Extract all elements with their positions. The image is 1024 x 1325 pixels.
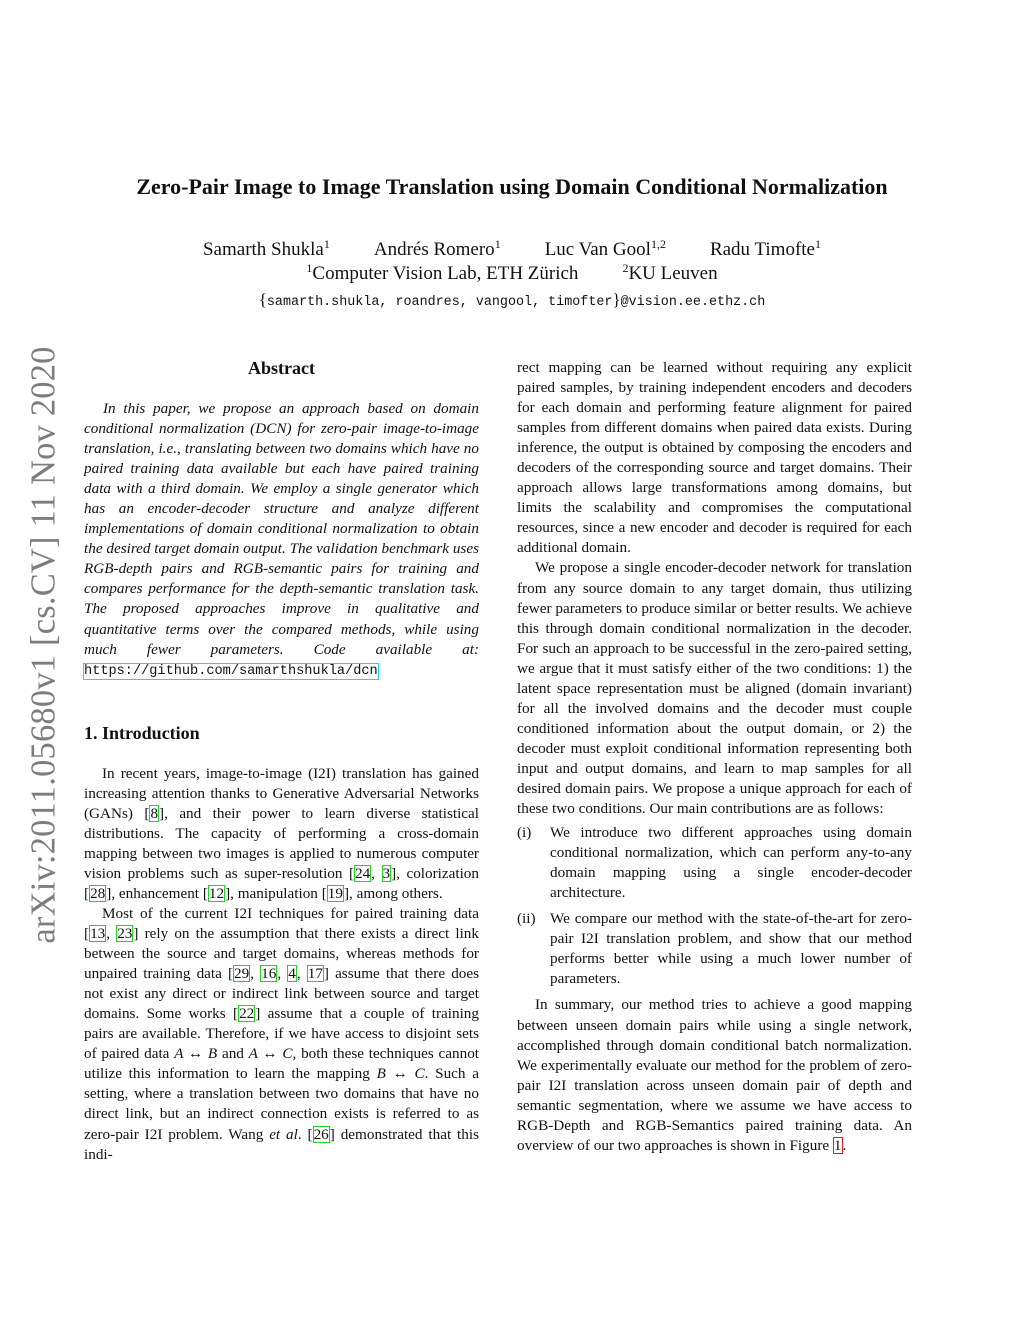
right-column	[517, 358, 912, 1156]
citation-link[interactable]: 24	[355, 864, 371, 882]
math-expression: B ↔ C	[376, 1065, 425, 1083]
citation-link[interactable]: 3	[382, 864, 391, 882]
author-emails: {samarth.shukla, roandres, vangool, timofter}@vision.ee.ethz.ch	[258, 290, 766, 310]
author-block	[0, 238, 1024, 315]
citation-link[interactable]: 26	[313, 1125, 329, 1143]
citation-link[interactable]: 16	[261, 965, 277, 983]
contribution-text: We compare our method with the state-of-the-art for zero-pair I2I translation problem, and show that our method performs better while using a much lower number of parameters.	[550, 910, 912, 988]
arxiv-stamp	[16, 345, 72, 945]
author-name: Luc Van Gool$^{1,2}$	[544, 237, 666, 260]
intro-paragraph-5: In summary, our method tries to achieve a good mapping between unseen domain pairs while using a single network, accomplished through domain conditional batch normalization. We experimentally evaluate our method for the problem of zero-pair I2I translation across unseen domain pair of depth and semantic segmentation, where we assume we have access to RGB-Depth and RGB-Semantics paired training data. An overview of our two approaches is shown in Figure 1.	[517, 996, 912, 1154]
math-expression: A ↔ B	[174, 1045, 218, 1063]
contribution-text: We introduce two different approaches using domain conditional normalization, which can perform any-to-any domain mapping using a single encoder-decoder architecture.	[550, 824, 912, 902]
citation-link[interactable]: 28	[90, 884, 106, 902]
abstract-paragraph: In this paper, we propose an approach based on domain conditional normalization (DCN) for zero-pair image-to-image translation, i.e., translating between two domains which have no paired training data available but each have paired training data with a third domain. We employ a single generator which has an encoder-decoder structure and analyze different implementations of domain conditional normalization to obtain the desired target domain output. The validation benchmark uses RGB-depth pairs and RGB-semantic pairs for training and compares performance for the depth-semantic translation task. The proposed approaches improve in qualitative and quantitative terms over the compared methods, while using much fewer parameters. Code available at: https://github.com/samarthshukla/dcn	[84, 400, 479, 679]
left-column	[84, 358, 479, 1165]
affiliation: $^1$Computer Vision Lab, ETH Zürich	[306, 261, 579, 284]
citation-link[interactable]: 19	[327, 884, 343, 902]
author-name: Radu Timofte$^1$	[709, 237, 821, 260]
author-name: Samarth Shukla$^1$	[202, 237, 330, 260]
intro-paragraph-3: rect mapping can be learned without requiring any explicit paired samples, by training independent encoders and decoders for each domain and performing feature alignment for paired samples from different domains when paired data exists. During inference, the output is obtained by composing the encoders and decoders of the corresponding source and target domains. Their approach allows large transformations among domains, but limits the scalability and compromises the computational resources, since a new encoder and decoder is required for each additional domain.	[517, 359, 912, 557]
intro-paragraph-1: In recent years, image-to-image (I2I) translation has gained increasing attention thanks to Generative Adversarial Networks (GANs) [8], and their power to learn diverse statistical distributions. The capacity of performing a cross-domain mapping between two images is applied to numerous computer vision problems such as super-resolution [24, 3], colorization [28], enhancement [12], manipulation [19], among others.	[84, 764, 479, 902]
affiliation: $^2$KU Leuven	[622, 261, 718, 284]
author-names	[0, 238, 1024, 262]
code-link[interactable]: https://github.com/samarthshukla/dcn	[84, 663, 378, 679]
intro-paragraph-2: Most of the current I2I techniques for paired training data [13, 23] rely on the assumption that there exists a direct link between the source and target domains, whereas methods for unpaired training data [29, 16, 4, 17] assume that there does not exist any direct or indirect link between source and target domains. Some works [22] assume that a couple of training pairs are available. Therefore, if we have access to disjoint sets of paired data A ↔ B and A ↔ C, both these techniques cannot utilize this information to learn the mapping B ↔ C. Such a setting, where a translation between two domains that have no direct link, but an indirect connection exists is referred to as zero-pair I2I problem. Wang et al. [26] demonstrated that this indi-	[84, 904, 480, 1163]
citation-link[interactable]: 4	[288, 965, 296, 983]
contribution-item	[517, 823, 912, 903]
citation-link[interactable]: 22	[239, 1005, 255, 1023]
paper-title: Zero-Pair Image to Image Translation using Domain Conditional Normalization	[136, 174, 888, 199]
citation-link[interactable]: 8	[150, 804, 159, 822]
contribution-marker: (ii)	[517, 910, 536, 928]
math-expression: A ↔ C	[248, 1045, 293, 1063]
abstract-heading: Abstract	[248, 358, 315, 378]
citation-link[interactable]: 12	[208, 884, 225, 902]
arxiv-stamp-text: arXiv:2011.05680v1 [cs.CV] 11 Nov 2020	[24, 346, 63, 944]
citation-link[interactable]: 29	[234, 965, 250, 983]
citation-link[interactable]: 17	[307, 965, 323, 983]
abstract-body	[84, 399, 479, 682]
intro-paragraph-4: We propose a single encoder-decoder network for translation from any source domain to any target domain, thus utilizing fewer parameters to produce similar or better results. We achieve this through domain conditional normalization in the decoder. For such an approach to be successful in the zero-paired setting, we argue that it must satisfy either of the two conditions: 1) the latent space representation must be aligned (domain invariant) for all the involved domains and the decoder must couple conditioned information about the output domain, or 2) the decoder must exploit conditional information representing both input and output domains, and learn to map samples for all desired domain pairs. We propose a unique approach for each of these two conditions. Our main contributions are as follows:	[517, 559, 912, 818]
author-name: Andrés Romero$^1$	[373, 237, 501, 260]
figure-link[interactable]: 1	[833, 1136, 842, 1154]
author-affiliations	[0, 262, 1024, 286]
contribution-item	[517, 909, 912, 989]
section-heading-introduction: 1. Introduction	[84, 722, 200, 743]
citation-link[interactable]: 23	[117, 925, 133, 943]
contribution-marker: (i)	[517, 824, 532, 842]
citation-link[interactable]: 13	[90, 925, 106, 943]
